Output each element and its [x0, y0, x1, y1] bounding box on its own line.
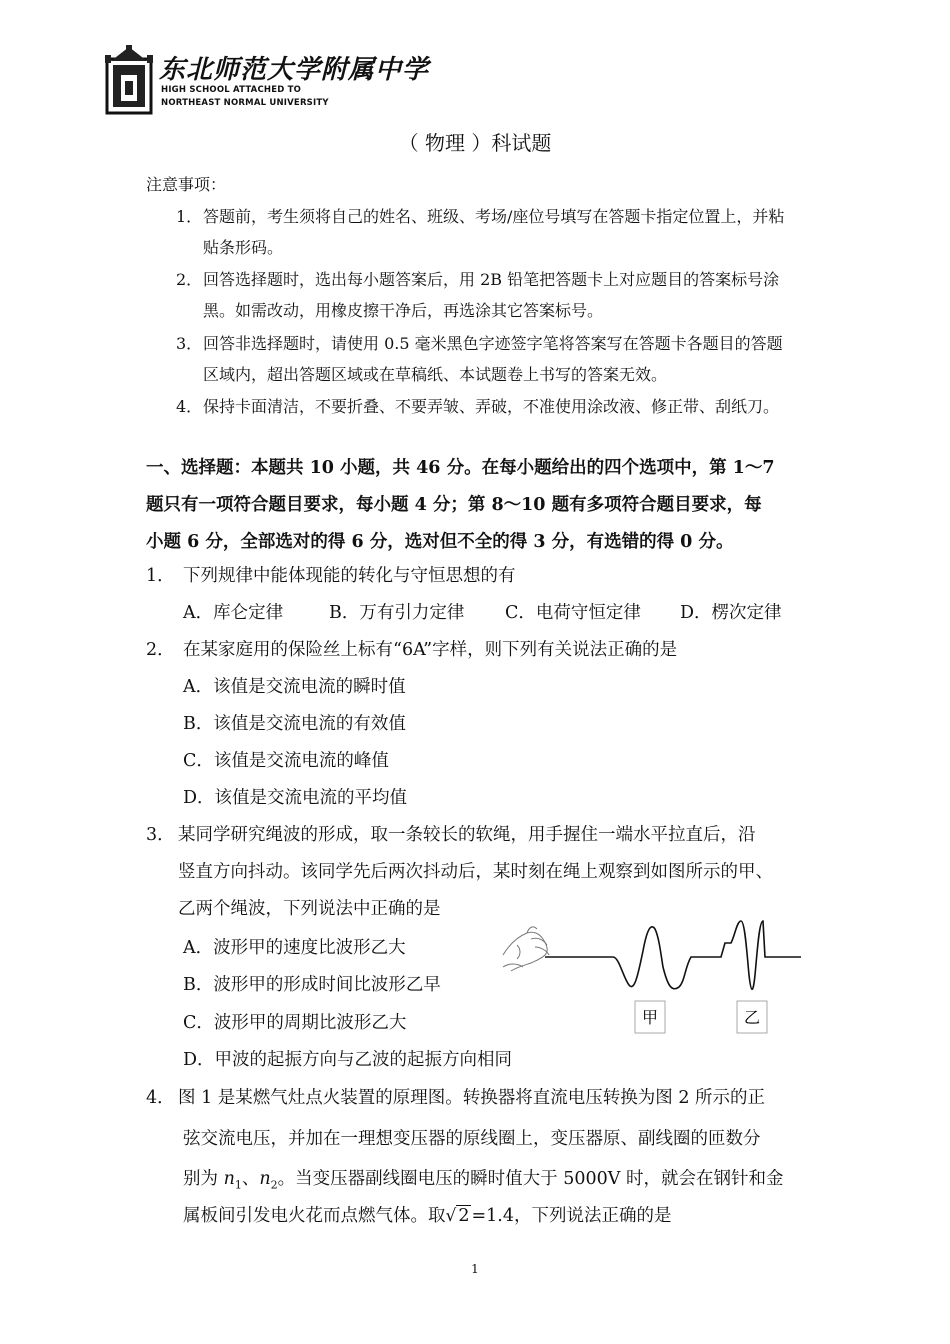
option-d: D．甲波的起振方向与乙波的起振方向相同	[183, 1050, 513, 1070]
section-heading-line: 小题 6 分，全部选对的得 6 分，选对但不全的得 3 分，有选错的得 0 分。	[146, 532, 734, 552]
option-d: D．该值是交流电流的平均值	[183, 788, 408, 808]
notice-item-text: 保持卡面清洁，不要折叠、不要弄皱、弄破，不准使用涂改液、修正带、刮纸刀。	[203, 397, 780, 416]
option-c: C．该值是交流电流的峰值	[183, 751, 389, 771]
question-stem-line: 竖直方向抖动。该同学先后两次抖动后，某时刻在绳上观察到如图所示的甲、	[178, 862, 773, 882]
school-logo	[103, 45, 430, 117]
question-stem: 在某家庭用的保险丝上标有“6A”字样，则下列有关说法正确的是	[183, 640, 678, 660]
option-c: C．波形甲的周期比波形乙大	[183, 1013, 407, 1033]
option-a: A．库仑定律	[183, 603, 284, 623]
option-b: B．该值是交流电流的有效值	[183, 714, 406, 734]
sqrt-symbol: √	[445, 1206, 457, 1226]
school-name-en-line1: HIGH SCHOOL ATTACHED TO	[161, 85, 302, 95]
school-name-cn: 东北师范大学附属中学	[159, 55, 430, 85]
text-run: 。当变压器副线圈电压的瞬时值大于 5000V 时，就会在钢针和金	[277, 1169, 784, 1189]
option-a: A．波形甲的速度比波形乙大	[183, 938, 406, 958]
notice-item-text: 回答选择题时，选出每小题答案后，用 2B 铅笔把答题卡上对应题目的答案标号涂	[203, 270, 780, 289]
text-run: 、	[241, 1169, 260, 1189]
notice-item-text: 答题前，考生须将自己的姓名、班级、考场/座位号填写在答题卡指定位置上，并粘	[203, 207, 785, 226]
sqrt-arg: 2	[458, 1206, 470, 1226]
subscript: 1	[234, 1178, 242, 1192]
question-stem-line: 某同学研究绳波的形成，取一条较长的软绳，用手握住一端水平拉直后，沿	[178, 825, 756, 845]
section-heading-line: 题只有一项符合题目要求，每小题 4 分；第 8～10 题有多项符合题目要求，每	[146, 495, 762, 515]
option-a: A．该值是交流电流的瞬时值	[183, 677, 406, 697]
notice-item-text: 区域内，超出答题区域或在草稿纸、本试题卷上书写的答案无效。	[203, 365, 668, 384]
text-run: =1.4，下列说法正确的是	[471, 1206, 672, 1226]
text-run: 别为	[183, 1169, 224, 1189]
question-number: 4．	[146, 1088, 175, 1108]
notice-item-num: 2．	[176, 270, 203, 289]
page-title: （ 物理 ）科试题	[398, 131, 552, 155]
section-heading-line: 一、选择题：本题共 10 小题，共 46 分。在每小题给出的四个选项中，第 1～7	[146, 458, 775, 478]
question-stem-line: 图 1 是某燃气灶点火装置的原理图。转换器将直流电压转换为图 2 所示的正	[178, 1088, 766, 1108]
hand-icon	[503, 927, 549, 971]
school-emblem-icon	[103, 45, 155, 117]
notice-item-num: 3．	[176, 334, 203, 353]
var-n2: n	[259, 1169, 271, 1189]
notice-item-text: 黑。如需改动，用橡皮擦干净后，再选涂其它答案标号。	[203, 301, 604, 320]
section-heading	[146, 450, 806, 561]
school-name-en-line2: NORTHEAST NORMAL UNIVERSITY	[161, 98, 329, 108]
question-stem: 下列规律中能体现能的转化与守恒思想的有	[183, 566, 516, 586]
rope-wave-line	[545, 921, 801, 989]
option-d: D．楞次定律	[680, 603, 782, 623]
var-n1: n	[223, 1169, 235, 1189]
rope-wave-figure	[495, 915, 815, 1045]
question-number: 1．	[146, 566, 175, 586]
question-number: 2．	[146, 640, 175, 660]
text-run: 属板间引发电火花而点燃气体。取	[183, 1206, 446, 1226]
option-b: B．万有引力定律	[329, 603, 465, 623]
wave-label-b: 乙	[743, 1008, 761, 1027]
notice-item-text: 贴条形码。	[203, 238, 284, 257]
wave-label-a: 甲	[641, 1008, 659, 1027]
question-stem-line	[183, 1198, 671, 1235]
option-b: B．波形甲的形成时间比波形乙早	[183, 975, 441, 995]
question-stem-line: 弦交流电压，并加在一理想变压器的原线圈上，变压器原、副线圈的匝数分	[183, 1129, 761, 1149]
page-number: 1	[471, 1262, 479, 1276]
notice-item-num: 4．	[176, 397, 203, 416]
option-c: C．电荷守恒定律	[505, 603, 641, 623]
notice-item-text: 回答非选择题时，请使用 0.5 毫米黑色字迹签字笔将答案写在答题卡各题目的答题	[203, 334, 783, 353]
question-stem-line: 乙两个绳波，下列说法中正确的是	[178, 899, 441, 919]
question-number: 3．	[146, 825, 175, 845]
subscript: 2	[270, 1178, 278, 1192]
notice-item-num: 1．	[176, 207, 203, 226]
notice-heading: 注意事项：	[146, 175, 227, 194]
